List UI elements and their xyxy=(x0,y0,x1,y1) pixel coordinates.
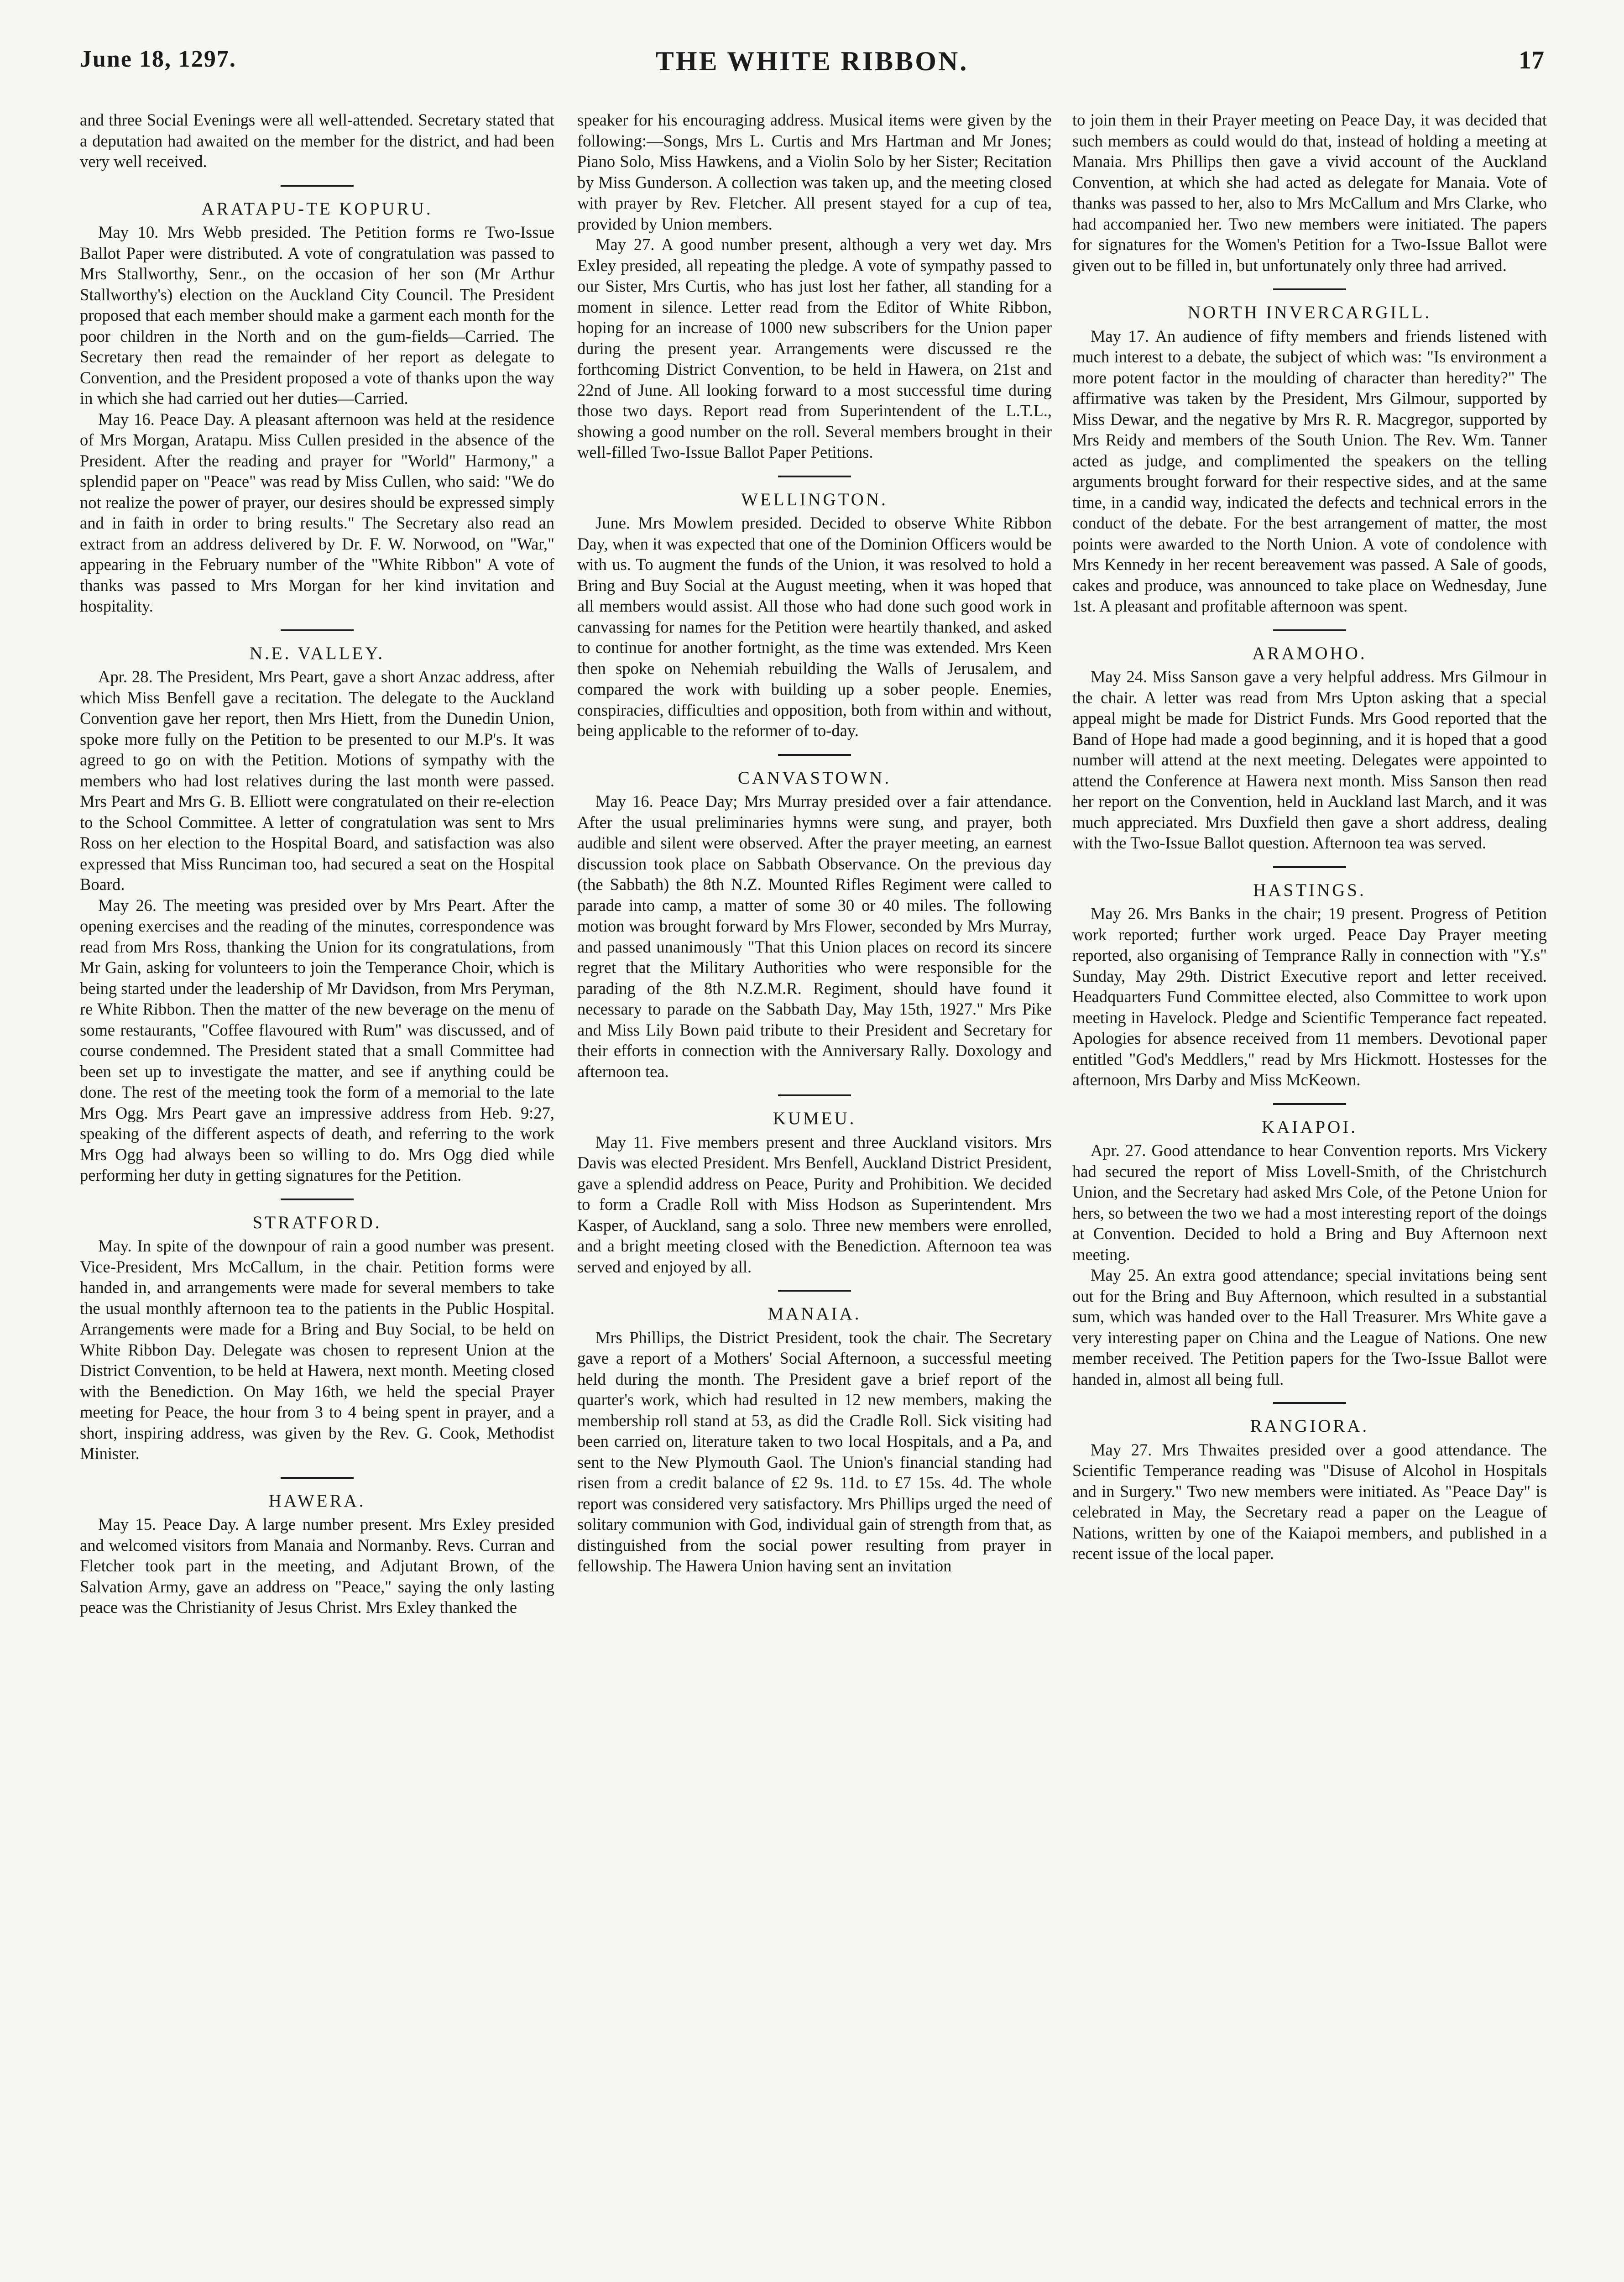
report-ne-valley xyxy=(80,643,554,1186)
report-paragraph: Apr. 28. The President, Mrs Peart, gave a short Anzac address, after which Miss Benfell gave a recitation. The delegate to the Auckland Convention gave her report, then Mrs Hiett, from the Dunedin Union, spoke more fully on the Petition to be presented to our M.P's. It was agreed to go on with the Petition. Motions of sympathy with the members who had lost relatives during the last month were passed. Mrs Peart and Mrs G. B. Elliott were congratulated on their re-election to the School Committee. A letter of congratulation was sent to Mrs Ross on her election to the Hospital Board, and satisfaction was also expressed that Miss Runciman too, had secured a seat on the Hospital Board. xyxy=(80,667,554,894)
section-divider xyxy=(778,754,851,756)
header-title: THE WHITE RIBBON. xyxy=(655,46,969,76)
report-paragraph: Apr. 27. Good attendance to hear Convention reports. Mrs Vickery had secured the report of Miss Lovell-Smith, of the Christchurch Union, and the Secretary had asked Mrs Cole, of the Petone Union for hers, so between the two we had a most interesting report of the doings at Convention. Decided to hold a Bring and Buy Afternoon next meeting. xyxy=(1072,1141,1547,1264)
report-paragraph: May 10. Mrs Webb presided. The Petition forms re Two-Issue Ballot Paper were distributed. A vote of congratulation was passed to Mrs Stallworthy, Senr., on the occasion of her son (Mr Arthur Stallworthy's) election on the Auckland City Council. The President proposed that each member should make a garment each month for the poor children in the North and on the gum-fields—Carried. The Secretary then read the remainder of her report as delegate to Convention, and the President proposed a vote of thanks upon the way in which she had carried out her duties—Carried. xyxy=(80,223,554,408)
report-aramoho xyxy=(1072,643,1547,853)
section-divider xyxy=(1273,1402,1346,1404)
report-canvastown xyxy=(577,768,1052,1082)
report-manaia-continued xyxy=(1072,110,1547,276)
report-hawera-continued xyxy=(577,110,1052,463)
report-paragraph: May 27. A good number present, although a very wet day. Mrs Exley presided, all repeating the pledge. A vote of sympathy passed to our Sister, Mrs Curtis, who has just lost her father, all standing for a moment in silence. Letter read from the Editor of White Ribbon, hoping for an increase of 1000 new subscribers for the Union paper during the present year. Arrangements were discussed re the forthcoming District Convention, to be held in Hawera, on 21st and 22nd of June. All looking forward to a most successful time during those two days. Report read from Superintendent of the L.T.L., showing a good number on the roll. Several members brought in their well-filled Two-Issue Ballot Paper Petitions. xyxy=(577,235,1052,461)
section-divider xyxy=(281,629,354,631)
header-page-number: 17 xyxy=(1519,46,1544,74)
report-paragraph: May 11. Five members present and three Auckland visitors. Mrs Davis was elected President. Mrs Benfell, Auckland District President, gave a splendid address on Peace, Purity and Prohibition. We decided to form a Cradle Roll with Miss Hodson as Superintendent. Mrs Kasper, of Auckland, sang a solo. Three new members were enrolled, and a bright meeting closed with the Benediction. Afternoon tea was served and enjoyed by all. xyxy=(577,1132,1052,1276)
section-divider xyxy=(281,1477,354,1479)
section-title: HAWERA. xyxy=(268,1491,366,1511)
report-paragraph: May 17. An audience of fifty members and friends listened with much interest to a debate, the subject of which was: "Is environment a more potent factor in the moulding of character than heredity?" The affirmative was taken by the President, Mrs Gilmour, supported by Miss Dewar, and the negative by Mrs R. R. Macgregor, supported by Mrs Reidy and members of the South Union. The Rev. Wm. Tanner acted as judge, and complimented the speakers on the telling arguments brought forward for their respective sides, and at the same time, in a candid way, indicated the defects and technical errors in the conduct of the debate. For the best arrangement of matter, the most points were awarded to the North Union. A vote of condolence with Mrs Kennedy in her recent bereavement was passed. A Sale of goods, cakes and produce, was announced to take place on Wednesday, June 1st. A pleasant and profitable afternoon was spent. xyxy=(1072,326,1547,615)
section-divider xyxy=(1273,1103,1346,1105)
report-paragraph: May 25. An extra good attendance; special invitations being sent out for the Bring and Buy Afternoon, which resulted in a substantial sum, which was handed over to the Hall Treasurer. Mrs White gave a very interesting paper on China and the League of Nations. One new member received. The Petition papers for the Two-Issue Ballot were handed in, almost all being full. xyxy=(1072,1266,1547,1388)
report-kaiapoi xyxy=(1072,1117,1547,1390)
report-paragraph: May 24. Miss Sanson gave a very helpful address. Mrs Gilmour in the chair. A letter was read from Mrs Upton asking that a special appeal might be made for District Funds. Mrs Good reported that the Band of Hope had made a good beginning, and it is hoped that a good number will attend at the next meeting. Delegates were appointed to attend the Conference at Hawera next month. Miss Sanson then read her report on the Convention, held in Auckland last March, and it was much appreciated. Mrs Duxfield then gave a short address, dealing with the Two-Issue Ballot question. Afternoon tea was served. xyxy=(1072,667,1547,852)
section-title: ARATAPU-TE KOPURU. xyxy=(201,199,433,219)
section-title: CANVASTOWN. xyxy=(737,768,892,788)
report-paragraph: May 15. Peace Day. A large number present. Mrs Exley presided and welcomed visitors from Manaia and Normanby. Revs. Curran and Fletcher took part in the meeting, and Adjutant Brown, of the Salvation Army, gave an address on "Peace," saying the only lasting peace was the Christianity of Jesus Christ. Mrs Exley thanked the xyxy=(80,1515,554,1617)
report-hastings xyxy=(1072,880,1547,1090)
report-paragraph: May 27. Mrs Thwaites presided over a good attendance. The Scientific Temperance reading was "Disuse of Alcohol in Hospitals and in Surgery." Two new members were initiated. As "Peace Day" is celebrated in May, the Secretary read a paper on the League of Nations, written by one of the Kaiapoi members, and published in a recent issue of the local paper. xyxy=(1072,1440,1547,1563)
section-title: MANAIA. xyxy=(768,1304,862,1324)
section-title: NORTH INVERCARGILL. xyxy=(1187,303,1432,322)
report-paragraph: to join them in their Prayer meeting on Peace Day, it was decided that such members as could would do that, instead of holding a meeting at Manaia. Mrs Phillips then gave a vivid account of the Auckland Convention, at which she had acted as delegate for Manaia. Vote of thanks was passed to her, also to Mrs McCallum and Mrs Clarke, who had accompanied her. Two new members were initiated. The papers for signatures for the Women's Petition for a Two-Issue Ballot were given out to be filled in, but unfortunately only three had arrived. xyxy=(1072,110,1547,275)
section-title: WELLINGTON. xyxy=(741,489,888,509)
report-paragraph: June. Mrs Mowlem presided. Decided to observe White Ribbon Day, when it was expected that one of the Dominion Officers would be with us. To augment the funds of the Union, it was resolved to hold a Bring and Buy Social at the August meeting, when it was hoped that all members would assist. All those who had done such good work in canvassing for names for the Petition were heartily thanked, and asked to continue for another fortnight, as the time was extended. Mrs Keen then spoke on Nehemiah rebuilding the Walls of Jerusalem, and compared the work with building up a sober people. Enemies, conspiracies, difficulties and opposition, both from within and without, being applicable to the reformer of to-day. xyxy=(577,513,1052,740)
report-paragraph: Mrs Phillips, the District President, took the chair. The Secretary gave a report of a Mothers' Social Afternoon, a successful meeting held during the month. The President gave a brief report of the quarter's work, which had resulted in 12 new members, making the membership roll stand at 53, as did the Cradle Roll. Sick visiting had been carried on, literature taken to two local Hospitals, and a Pa, and sent to the New Plymouth Gaol. The Union's financial standing had risen from a credit balance of £2 9s. 11d. to £7 15s. 4d. The whole report was considered very satisfactory. Mrs Phillips urged the need of solitary communion with God, individual gain of strength from that, as distinguished from the social power resulting from prayer in fellowship. The Hawera Union having sent an invitation xyxy=(577,1328,1052,1575)
header-date: June 18, 1297. xyxy=(80,46,236,72)
report-paragraph: May 16. Peace Day. A pleasant afternoon was held at the residence of Mrs Morgan, Aratapu. Miss Cullen presided in the absence of the President. After the reading and prayer for "World" Harmony," a splendid paper on "Peace" was read by Miss Cullen, who said: "We do not realize the power of prayer, our desires should be expressed simply and in faith in order to bring results." The Secretary also read an extract from an address delivered by Dr. F. W. Norwood, on "War," appearing in the February number of the "White Ribbon" A vote of thanks was passed to Mrs Morgan for her kind invitation and hospitality. xyxy=(80,409,554,615)
report-stratford xyxy=(80,1212,554,1464)
report-paragraph: speaker for his encouraging address. Musical items were given by the following:—Songs, Mrs L. Curtis and Mrs Hartman and Mr Jones; Piano Solo, Miss Hawkens, and a Violin Solo by her Sister; Recitation by Miss Gunderson. A collection was taken up, and the meeting closed with prayer by Rev. Fletcher. All present stayed for a cup of tea, provided by Union members. xyxy=(577,110,1052,233)
page-header xyxy=(80,46,1544,87)
section-title: HASTINGS. xyxy=(1253,880,1366,900)
section-divider xyxy=(281,185,354,187)
section-title: ARAMOHO. xyxy=(1252,643,1367,663)
intro-paragraph: and three Social Evenings were all well-attended. Secretary stated that a deputation had awaited on the member for the district, and had been very well received. xyxy=(80,110,554,171)
report-wellington xyxy=(577,489,1052,741)
report-paragraph: May 16. Peace Day; Mrs Murray presided over a fair attendance. After the usual preliminaries hymns were sung, and prayer, both audible and silent were observed. After the prayer meeting, an earnest discussion took place on Sabbath Observance. On the previous day (the Sabbath) the 8th N.Z. Mounted Rifles Regiment were called to parade into camp, a matter of some 30 or 40 miles. The following motion was brought forward by Mrs Flower, seconded by Mrs Murray, and passed unanimously "That this Union places on record its sincere regret that the Military Authorities who were responsible for the parading of the 8th N.Z.M.R. Regiment, should have found it necessary to parade on the Sabbath Day, May 15th, 1927." Mrs Pike and Miss Lily Bown paid tribute to their President and Secretary for their efforts in connection with the Anniversary Rally. Doxology and afternoon tea. xyxy=(577,792,1052,1081)
section-divider xyxy=(281,1199,354,1200)
report-north-invercargill xyxy=(1072,302,1547,617)
section-title: N.E. VALLEY. xyxy=(249,643,385,663)
report-paragraph: May 26. Mrs Banks in the chair; 19 present. Progress of Petition work reported; further work urged. Peace Day Prayer meeting reported, also organising of Temprance Rally in connection with "Y.s" Sunday, May 29th. District Executive report and letter received. Headquarters Fund Committee elected, also Committee to work upon meeting in Havelock. Pledge and Scientific Temperance fact repeated. Apologies for absence received from 11 members. Devotional paper entitled "God's Meddlers," read by Mrs Hickmott. Hostesses for the afternoon, Mrs Darby and Miss McKeown. xyxy=(1072,904,1547,1089)
report-paragraph: May 26. The meeting was presided over by Mrs Peart. After the opening exercises and the reading of the minutes, correspondence was read from Mrs Ross, thanking the Union for its congratulations, from Mr Gain, asking for volunteers to join the Temperance Choir, which is being started under the leadership of Mr Davidson, from Mrs Peryman, re White Ribbon. Then the matter of the new beverage on the menu of some restaurants, "Coffee flavoured with Rum" was discussed, and of course condemned. The President stated that a small Committee had been set up to investigate the matter, and see if anything could be done. The rest of the meeting took the form of a memorial to the late Mrs Ogg. Mrs Peart gave an impressive address from Heb. 9:27, speaking of the different aspects of death, and referring to the work Mrs Ogg had always been so willing to do. Mrs Ogg died while performing her duty in getting signatures for the Petition. xyxy=(80,895,554,1184)
column-3 xyxy=(1072,110,1547,2282)
report-kumeu xyxy=(577,1108,1052,1277)
section-divider xyxy=(1273,629,1346,631)
report-aratapu xyxy=(80,199,554,617)
column-2 xyxy=(577,110,1052,2282)
section-divider xyxy=(778,1094,851,1096)
section-divider xyxy=(1273,866,1346,868)
section-divider xyxy=(778,1290,851,1292)
section-title: KUMEU. xyxy=(773,1109,856,1128)
report-hawera xyxy=(80,1491,554,1618)
section-divider xyxy=(1273,288,1346,290)
report-rangiora xyxy=(1072,1416,1547,1564)
column-1 xyxy=(80,110,554,2282)
section-title: STRATFORD. xyxy=(252,1212,382,1232)
report-manaia xyxy=(577,1303,1052,1576)
report-paragraph: May. In spite of the downpour of rain a good number was present. Vice-President, Mrs McCallum, in the chair. Petition forms were handed in, and arrangements were made for several members to take the usual monthly afternoon tea to the patients in the Public Hospital. Arrangements were made for a Bring and Buy Social, to be held on White Ribbon Day. Delegate was chosen to represent Union at the District Convention, to be held at Hawera, next month. Meeting closed with the Benediction. On May 16th, we held the special Prayer meeting for Peace, the hour from 3 to 4 being spent in prayer, and a short, inspiring address, was given by the Rev. G. Cook, Methodist Minister. xyxy=(80,1236,554,1463)
section-divider xyxy=(778,476,851,477)
section-title: KAIAPOI. xyxy=(1261,1117,1358,1137)
section-title: RANGIORA. xyxy=(1250,1416,1369,1436)
